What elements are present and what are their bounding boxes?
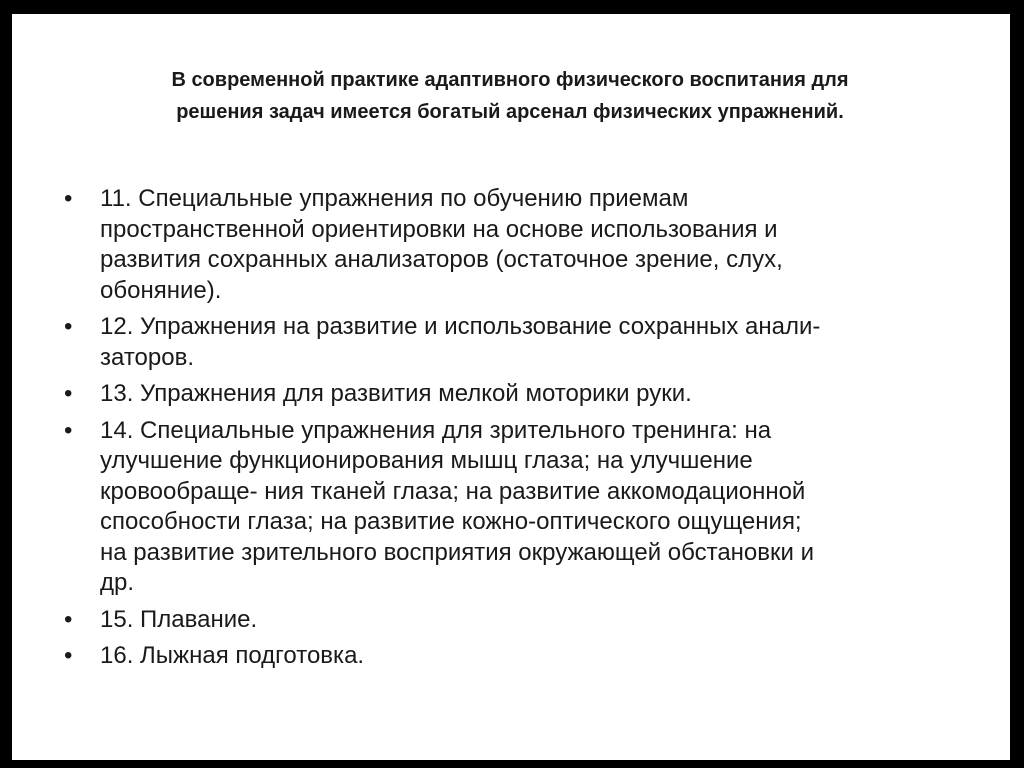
slide-title (64, 64, 956, 128)
bullet-icon: • (64, 416, 73, 444)
bullet-icon: • (64, 605, 73, 633)
bullet-icon: • (64, 642, 73, 669)
list-item-line: 13. Упражнения для развития мелкой моторики руки. (100, 380, 692, 407)
list-item-line: 14. Специальные упражнения для зрительного тренинга: на (100, 416, 772, 444)
list-item-line: 11. Специальные упражнения по обучению приемам (100, 185, 689, 212)
slide-title-line: решения задач имеется богатый арсенал физических упражнений. (176, 101, 844, 123)
bullet-icon: • (64, 185, 73, 212)
bullet-list (64, 184, 974, 678)
slide (12, 14, 1010, 760)
list-item-line: пространственной ориентировки на основе использования и (100, 215, 778, 243)
list-item-line: способности глаза; на развитие кожно-оптического ощущения; (100, 508, 802, 535)
list-item-line: 15. Плавание. (100, 605, 258, 633)
list-item-16 (64, 641, 974, 672)
list-item-line: 16. Лыжная подготовка. (100, 642, 365, 669)
bullet-icon: • (64, 313, 73, 340)
list-item-11 (64, 184, 974, 306)
list-item-line: др. (100, 569, 135, 596)
list-item-line: заторов. (100, 343, 195, 371)
list-item-line: обоняние). (100, 276, 222, 304)
list-item-line: на развитие зрительного восприятия окружающей обстановки и (100, 538, 815, 566)
list-item-13 (64, 379, 974, 410)
list-item-line: кровообраще- ния тканей глаза; на развитие аккомодационной (100, 477, 806, 505)
list-item-14 (64, 416, 974, 599)
list-item-12 (64, 312, 974, 373)
bullet-icon: • (64, 380, 73, 407)
list-item-line: 12. Упражнения на развитие и использование сохранных анали- (100, 313, 821, 340)
list-item-line: улучшение функционирования мышц глаза; на улучшение (100, 447, 753, 474)
list-item-line: развития сохранных анализаторов (остаточное зрение, слух, (100, 246, 783, 273)
list-item-15 (64, 605, 974, 636)
slide-title-line: В современной практике адаптивного физического воспитания для (171, 69, 849, 91)
